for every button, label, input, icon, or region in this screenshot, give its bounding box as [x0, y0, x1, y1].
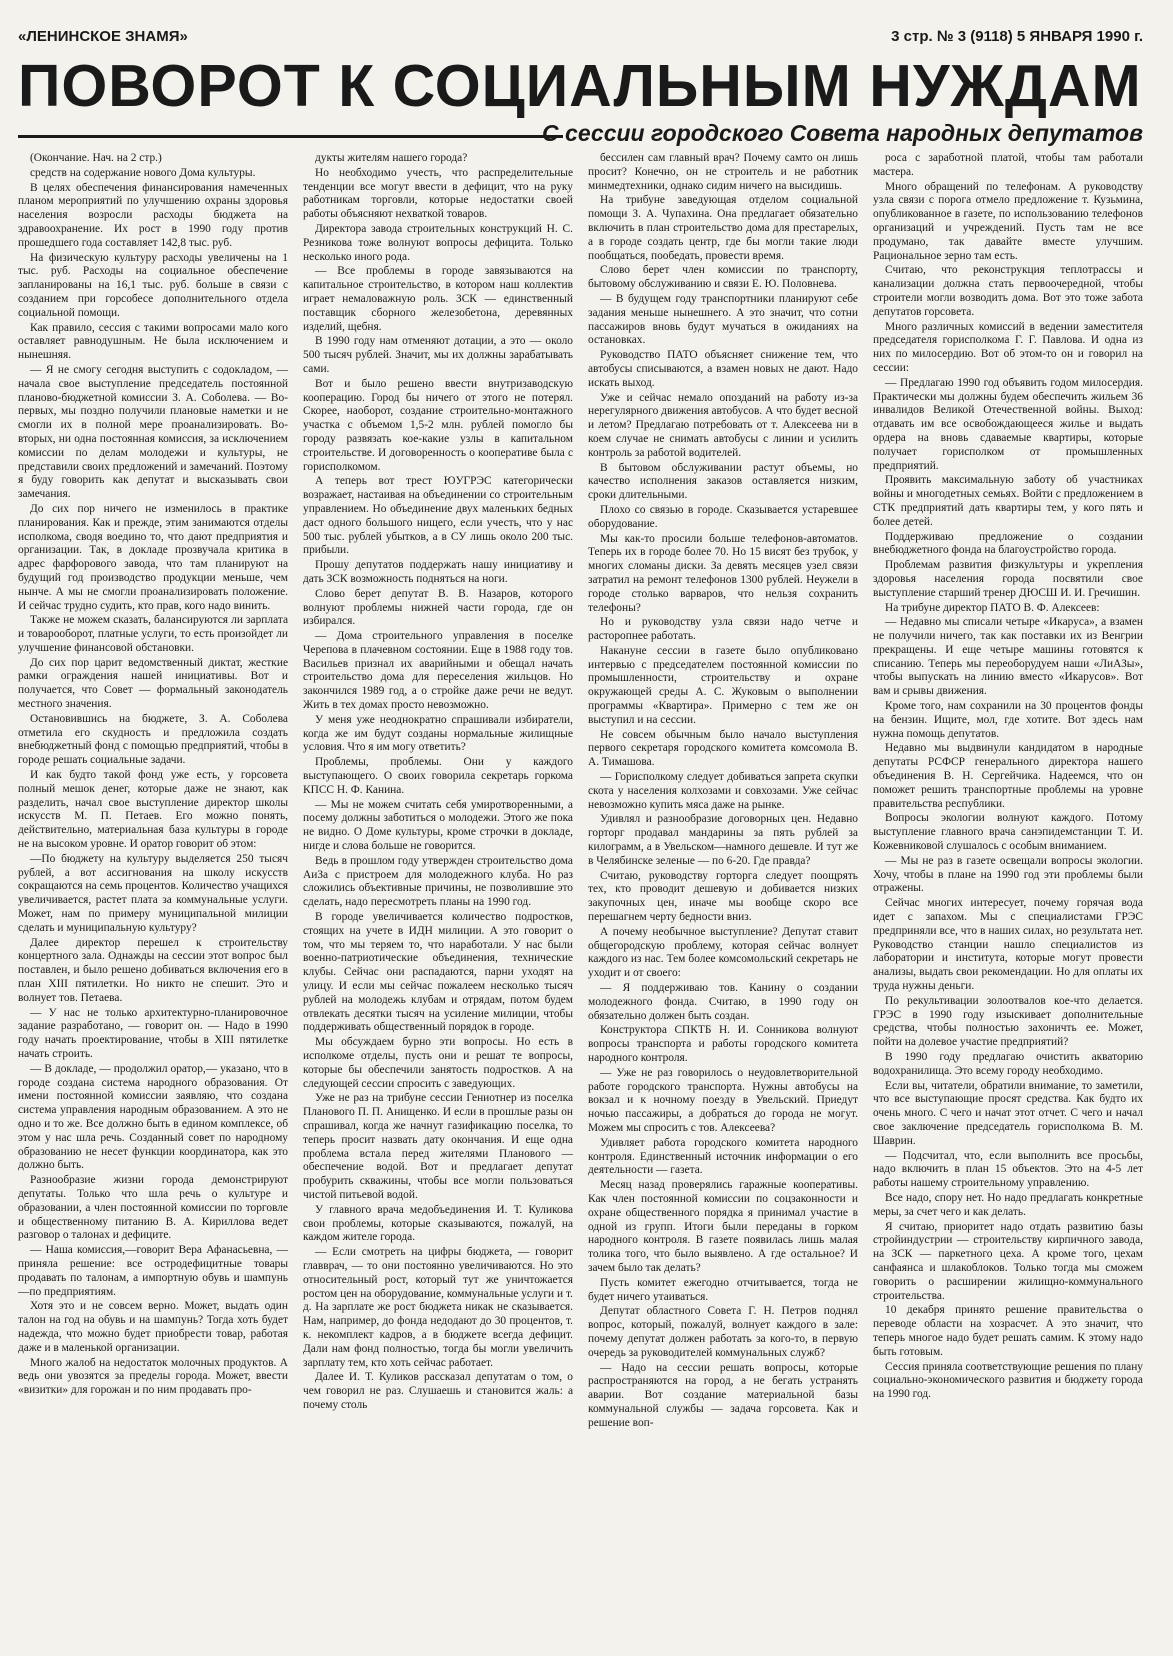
paragraph: На трибуне директор ПАТО В. Ф. Алексеев:	[885, 601, 1100, 614]
paragraph: Проблемам развития физкультуры и укрепления здоровья населения города посвятили свое выступление старший тренер ДЮСШ И. И. Гречишин.	[873, 559, 1143, 599]
paragraph: Я считаю, приоритет надо отдать развитию базы стройиндустрии — строительству кирпичного завода, на ЗСК — паркетного цеха. А кроме того, цехам санфаянса и шлакоблоков. Только тогда мы сможем говорить о расширении жилищно-коммунального строительства.	[873, 1220, 1143, 1302]
paragraph: Пусть комитет ежегодно отчитывается, тогда не будет ничего утаиваться.	[588, 1276, 858, 1303]
paragraph: Ведь в прошлом году утвержден строительство дома АиЗа с пристроем для молодежного клуба. Но раз сложились объективные причины, не позволившие это сделать, надо пересмотреть планы на 1990 год.	[303, 854, 573, 909]
paragraph: Мы обсуждаем бурно эти вопросы. Но есть в исполкоме отделы, пусть они и решат те вопросы, которые бы обеспечили занятость подростков. А на следующей сессии спросить с заведующих.	[303, 1036, 573, 1090]
paragraph: На физическую культуру расходы увеличены на 1 тыс. руб. Расходы на социальное обеспечение запланированы на 16,1 тыс. руб. больше в связи с созданием при горсобесе дополнительного отдела социальной помощи.	[18, 251, 288, 319]
paragraph: — Уже не раз говорилось о неудовлетворительной работе городского транспорта. Нужны автобусы на вокзал и к ночному поезду в Увельский. Приедут ночью пассажиры, а добраться до города не могут. Можем мы спросить с тов. Алексеева?	[588, 1066, 858, 1134]
paragraph: бессилен сам главный врач? Почему самто он лишь просит? Конечно, он не строитель и не работник минмедтехники, однако сидим ничего на высидишь.	[588, 152, 858, 192]
paragraph: Накануне сессии в газете было опубликовано интервью с председателем постоянной комиссии по промышленности, строительству и охране окружающей среды А. С. Жуковым о выполнении программы «Квартира». Примерно с тем же он выступил и на сессии.	[588, 644, 858, 726]
paragraph: — Мы не можем считать себя умиротворенными, а посему должны заботиться о молодежи. Этого же пока не видно. О Доме культуры, кроме строчки в докладе, нигде и слова больше не говорится.	[303, 798, 573, 853]
paragraph: В 1990 году предлагаю очистить акваторию водохранилища. Это всему городу необходимо.	[873, 1051, 1143, 1077]
paragraph: 10 декабря принято решение правительства о переводе области на хозрасчет. А это значит, что теперь многое надо будет решать самим. К этому надо быть готовым.	[873, 1304, 1143, 1358]
paragraph: — Горисполкому следует добиваться запрета скупки скота у населения колхозами и совхозами. Уже сейчас невозможно купить мяса даже на рынке.	[588, 771, 858, 811]
paragraph: Много жалоб на недостаток молочных продуктов. А ведь они увозятся за пределы города. Может, ввести «визитки» для горожан и по ним продавать про-	[18, 1356, 288, 1397]
paragraph: средств на содержание нового Дома культуры.	[30, 166, 256, 179]
paragraph: Остановившись на бюджете, З. А. Соболева отметила его скудность и предложила создать внебюджетный фонд с помощью предприятий, чтобы в городе решать социальные задачи.	[18, 712, 288, 767]
paragraph: Уже не раз на трибуне сессии Гениотнер из поселка Планового П. П. Анищенко. И если в прошлые разы он спрашивал, когда же начнут газификацию поселка, то теперь просит назвать дату окончания. И еще одна проблема встала перед жителями Планового — обеспечение водой. Вот и предлагает депутат пробурить скважины, чтобы все могли пользоваться чистой питьевой водой.	[303, 1092, 573, 1201]
paragraph: У меня уже неоднократно спрашивали избиратели, когда же им будут созданы нормальные жилищные условия. Что я им могу ответить?	[303, 713, 573, 754]
paragraph: —По бюджету на культуру выделяется 250 тысяч рублей, а вот ассигнования на школу искусств сокращаются на семь процентов. Количество учащихся увеличивается, растет плата за коммунальные услуги. Может, нам по примеру муниципальной милиции сделать и муниципальную культуру?	[18, 852, 288, 934]
paragraph: дукты жителям нашего города?	[315, 152, 468, 164]
article-headline: ПОВОРОТ К СОЦИАЛЬНЫМ НУЖДАМ	[18, 53, 1142, 119]
paragraph: — Я не смогу сегодня выступить с содокладом, — начала свое выступление председатель постоянной планово-бюджетной комиссии З. А. Соболева. — Во-первых, мы поздно получили плановые наметки и не смогли их в полной мере проанализировать. Во-вторых, ни одна постоянная комиссия, за исключением комиссии по делам молодежи и культуры, не представили своих предложений и замечаний. Поэтому я буду говорить как депутат и высказывать свои замечания.	[18, 363, 288, 501]
paragraph: — Дома строительного управления в поселке Черепова в плачевном состоянии. Еще в 1988 году тов. Васильев признал их аварийными и обещал начать строительство дома для переселения жильцов. Но закончился 1989 год, а о стройке даже речи не ведут. Жить в тех домах просто невозможно.	[303, 630, 573, 712]
text-column-4	[873, 152, 1143, 1646]
paragraph: Плохо со связью в городе. Сказывается устаревшее оборудование.	[588, 503, 858, 530]
paragraph: В бытовом обслуживании растут объемы, но качество исполнения заказов оставляется низким, сроки длительными.	[588, 461, 858, 502]
paragraph: Далее директор перешел к строительству концертного зала. Однажды на сессии этот вопрос был поставлен, и было решено добиваться включения его в план XIII пятилетки. Но никто не спешит. Это и волнует тов. Петаева.	[18, 936, 288, 1004]
paragraph: Депутат областного Совета Г. Н. Петров поднял вопрос, который, пожалуй, волнует каждого в зале: почему депутат должен работать за кого-то, в первую очередь за руководителей коммунальных служб?	[588, 1305, 858, 1359]
issue-info: 3 стр. № 3 (9118) 5 ЯНВАРЯ 1990 г.	[891, 28, 1143, 45]
paragraph: Но и руководству узла связи надо четче и расторопнее работать.	[588, 616, 858, 643]
subheadline-rule	[18, 135, 563, 138]
paragraph: — Все проблемы в городе завязываются на капитальное строительство, в котором наш коллектив играет немаловажную роль. ЗСК — единственный поставщик сборного железобетона, деревянных изделий, щебня.	[303, 265, 573, 333]
paragraph: Как правило, сессия с такими вопросами мало кого оставляет равнодушным. Не была исключением и нынешняя.	[18, 321, 288, 362]
paragraph: У главного врача медобъединения И. Т. Куликова свои проблемы, которые сказываются, пожалуй, на каждом жителе города.	[303, 1203, 573, 1244]
paragraph: — Если смотреть на цифры бюджета, — говорит главврач, — то они постоянно увеличиваются. Но это относительный рост, который тут же уничтожается ростом цен на оборудование, коммунальные услуги и т. д. На зарплате же рост бюджета никак не сказывается. Нам, например, до фонда недодают до 30 процентов, т. к. некомплект кадров, а в бюджете всегда дефицит. Дали нам фонд полностью, тогда бы могли увеличить зарплату тем, кто хоть сейчас работает.	[303, 1246, 573, 1369]
paragraph: — У нас не только архитектурно-планировочное задание разработано, — говорит он. — Надо в 1990 году начать проектирование, чтобы в XIII пятилетке начать строить.	[18, 1006, 288, 1060]
paragraph: А почему необычное выступление? Депутат ставит общегородскую проблему, которая сейчас волнует каждого из нас. Тем более комсомольский секретарь не уходит и от своего:	[588, 925, 858, 980]
article-subheadline: С сессии городского Совета народных депутатов	[542, 120, 1143, 146]
paragraph: (Окончание. Нач. на 2 стр.)	[30, 152, 162, 164]
paragraph: На трибуне заведующая отделом социальной помощи З. А. Чупахина. Она предлагает обязательно включить в план строительство дома для престарелых, а в городе создать центр, где бы могли такие люди пообщаться, пообедать, провести время.	[588, 194, 858, 262]
paragraph: По рекультивации золоотвалов кое-что делается. ГРЭС в 1990 году изыскивает дополнительные средства, чтобы полностью захоничть ее. Может, пойти на долевое участие предприятий?	[873, 994, 1143, 1049]
paragraph: — В докладе, — продолжил оратор,— указано, что в городе создана система народного образования. От имени постоянной комиссии заявляю, что создана система управления народным образованием. А это не одно и то же. Все должно быть в едином комплексе, об этом у нас шла речь. Созданный совет по народному образованию не несет функции координатора, как это должно быть.	[18, 1062, 288, 1172]
paragraph: Далее И. Т. Куликов рассказал депутатам о том, о чем говорил не раз. Слушаешь и становится жаль: а почему столь	[303, 1371, 573, 1411]
paragraph: Слово берет депутат В. В. Назаров, которого волнуют проблемы нижней части города, где он избирался.	[303, 587, 573, 628]
paragraph: Директора завода строительных конструкций Н. С. Резникова тоже волнуют вопросы дефицита. Только несколько иного рода.	[303, 222, 573, 263]
paragraph: Слово берет член комиссии по транспорту, бытовому обслуживанию и связи Е. Ю. Половнева.	[588, 264, 858, 291]
masthead	[18, 22, 1143, 46]
text-column-1	[18, 152, 288, 1646]
paragraph: Прошу депутатов поддержать нашу инициативу и дать ЗСК возможность подняться на ноги.	[303, 559, 573, 585]
paragraph: Но необходимо учесть, что распределительные тенденции все могут ввести в дефицит, что на руку работникам торговли, которые недостатки своей работы объясняют нехваткой товаров.	[303, 166, 573, 221]
paragraph: роса с заработной платой, чтобы там работали мастера.	[873, 152, 1143, 178]
paragraph: Проблемы, проблемы. Они у каждого выступающего. О своих говорила секретарь горкома КПСС Н. Ф. Канина.	[303, 756, 573, 796]
paragraph: Все надо, спору нет. Но надо предлагать конкретные меры, за счет чего и как делать.	[873, 1191, 1143, 1218]
text-column-2	[303, 152, 573, 1646]
paragraph: Недавно мы выдвинули кандидатом в народные депутаты РСФСР генерального директора нашего объединения В. Н. Сергейчика. Надеемся, что он поможет решить транспортные проблемы на уровне правительства республики.	[873, 742, 1143, 810]
paragraph: — Надо на сессии решать вопросы, которые распространяются на город, а не бегать устранять аварии. Вот создание материальной базы коммунальной службы — задача горсовета. Как и решение воп-	[588, 1361, 858, 1429]
paragraph: Также не можем сказать, балансируются ли зарплата и товарооборот, платные услуги, то есть произойдет ли улучшение финансовой обстановки.	[18, 614, 288, 654]
paragraph: Кроме того, нам сохранили на 30 процентов фонды на бензин. Ищите, мол, где хотите. Вот здесь нам нужна помощь депутатов.	[873, 700, 1143, 740]
paragraph: — Я поддерживаю тов. Канину о создании молодежного фонда. Считаю, в 1990 году он обязательно должен быть создан.	[588, 982, 858, 1022]
paragraph: Уже и сейчас немало опозданий на работу из-за нерегулярного движения автобусов. А что будет весной и летом? Предлагаю потребовать от т. Алексеева ни в коем случае не снимать автобусы с линии и усилить контроль за работой водителей.	[588, 391, 858, 459]
newspaper-name: «ЛЕНИНСКОЕ ЗНАМЯ»	[18, 28, 188, 45]
paragraph: Мы как-то просили больше телефонов-автоматов. Теперь их в городе более 70. Но 15 висят без трубок, у многих сломаны диски. За девять месяцев узел связи затратил на ремонт телефонов 1300 рублей. Неужели в городе столько варваров, что нельзя сохранить телефоны?	[588, 532, 858, 614]
paragraph: — Мы не раз в газете освещали вопросы экологии. Хочу, чтобы в плане на 1990 год эти проблемы были отражены.	[873, 854, 1143, 895]
paragraph: До сих пор царит ведомственный диктат, жесткие рамки ограждения нашей инициативы. Вот и получается, что Совет — формальный законодатель местного значения.	[18, 656, 288, 711]
paragraph: Считаю, руководству горторга следует поощрять тех, кто проводит дешевую и добивается низких закупочных цен, иначе мы вообще скоро все перешагнем черту бедности вниз.	[588, 869, 858, 924]
paragraph: В 1990 году нам отменяют дотации, а это — около 500 тысяч рублей. Значит, мы их должны зарабатывать сами.	[303, 335, 573, 375]
paragraph: Разнообразие жизни города демонстрируют депутаты. Только что шла речь о культуре и образовании, а член постоянной комиссии по торговле и общественному питанию В. А. Кириллова ведет разговор о талонах и дефиците.	[18, 1174, 288, 1242]
paragraph: До сих пор ничего не изменилось в практике планирования. Как и прежде, этим занимаются отделы исполкома, сводя воедино то, что дают предприятия и организации. Так, в докладе прозвучала критика в адрес фарфорового завода, что там планируют на будущий год производство продукции меньше, чем нынче. А мы не смогли проанализировать положение. И сейчас трудно судить, кто прав, кого надо винить.	[18, 502, 288, 612]
paragraph: — Предлагаю 1990 год объявить годом милосердия. Практически мы должны будем обеспечить жильем 36 инвалидов Великой Отечественной войны. Выход: отдавать им все освобождающееся жилье и выдать ордера на вновь сдаваемые квартиры, которые получает горисполком от промышленных предприятий.	[873, 376, 1143, 472]
paragraph: Сессия приняла соответствующие решения по плану социально-экономического развития и бюджету города на 1990 год.	[873, 1360, 1143, 1401]
paragraph: Считаю, что реконструкция теплотрассы и канализации должна стать первоочередной, чтобы строители могли возводить дома. Вот это тоже забота депутатов горсовета.	[873, 264, 1143, 318]
paragraph: Много обращений по телефонам. А руководству узла связи с порога отмело предложение т. Кузьмина, опубликованное в газете, по использованию телефонов организаций и учреждений. Пусть там не все продумано, так давайте вместе улучшим. Рациональное зерно там есть.	[873, 180, 1143, 262]
paragraph: И как будто такой фонд уже есть, у горсовета полный мешок денег, которые даже не знают, как разделить, начал свое выступление директор школы искусств М. П. Петаев. Его можно понять, действительно, материальная база культуры в городе не на высоком уровне. И оратор говорит об этом:	[18, 769, 288, 851]
text-column-3	[588, 152, 858, 1646]
paragraph: Проявить максимальную заботу об участниках войны и многодетных семьях. Войти с предложением в СТК предприятий дать квартиры тем, у кого пять и более детей.	[873, 474, 1143, 528]
paragraph: Вот и было решено ввести внутризаводскую кооперацию. Город бы ничего от этого не потерял. Скорее, наоборот, создание строительно-монтажного участка с объемом 1,5-2 млн. рублей помогло бы городу развязать кое-какие узлы в капитальном строительстве. И договоренность о кооперативе была с горисполкомом.	[303, 377, 573, 473]
paragraph: Если вы, читатели, обратили внимание, то заметили, что все выступающие просят средства. Как будто их очень много. С чего и начат этот отчет. С чего и начал свое заключение председатель горисполкома В. М. Шаврин.	[873, 1079, 1143, 1147]
paragraph: Хотя это и не совсем верно. Может, выдать один талон на год на обувь и на шампунь? Тогда хоть будет надежда, что можно будет приобрести товар, работая даже и в маленькой организации.	[18, 1300, 288, 1354]
paragraph: Сейчас многих интересует, почему горячая вода идет с запахом. Мы с специалистами ГРЭС предприняли все, что в наших силах, но результата нет. Руководство станции нашло специалистов из лаборатории и института, которые могут провести анализы, выдать свои рекомендации. Но для оплаты их труда нужны деньги.	[873, 897, 1143, 993]
paragraph: Не совсем обычным было начало выступления первого секретаря городского комитета комсомола В. А. Тимашова.	[588, 728, 858, 769]
paragraph: — Недавно мы списали четыре «Икаруса», а взамен не получили ничего, так как поставки их из Венгрии прекращены. И еще четыре машины готовятся к списанию. Теперь мы переоборудуем наши «ЛиАЗы», чтобы выпускать на линию вместо «Икарусов». Вот вам и срывы движения.	[873, 616, 1143, 698]
paragraph: — В будущем году транспортники планируют себе задания меньше нынешнего. А это значит, что сотни пассажиров вновь будут мучаться в ожиданиях на остановках.	[588, 292, 858, 347]
paragraph: — Подсчитал, что, если выполнить все просьбы, надо включить в план 15 объектов. Это на 4-5 лет работы нашему строительному управлению.	[873, 1149, 1143, 1190]
article-body	[18, 152, 1143, 1646]
paragraph: А теперь вот трест ЮУГРЭС категорически возражает, настаивая на объединении со строительным управлением. Но объединение двух маленьких бедных даст одного большого нищего, если учесть, что у нас 500 тыс. рублей убытков, а в СУ лишь около 200 тыс. прибыли.	[303, 475, 573, 557]
paragraph: Месяц назад проверялись гаражные кооперативы. Как член постоянной комиссии по соцзаконности и охране общественного порядка я принимал участие в одной из групп. Итоги были переданы в горком народного контроля. В газете появилась лишь малая толика того, что было выявлено. А где остальное? И зачем было так делать?	[588, 1179, 858, 1274]
paragraph: Поддерживаю предложение о создании внебюджетного фонда на благоустройство города.	[873, 530, 1143, 557]
paragraph: Много различных комиссий в ведении заместителя председателя горисполкома Г. Г. Павлова. И одна из них по милосердию. Вот об этом-то он и говорил на сессии:	[873, 320, 1143, 374]
paragraph: Конструктора СПКТБ Н. И. Сонникова волнуют вопросы транспорта и работы городского комитета народного контроля.	[588, 1024, 858, 1064]
paragraph: В целях обеспечения финансирования намеченных планом мероприятий по улучшению охраны здоровья населения возросли расходы бюджета на здравоохранение. Их рост в 1990 году против прошедшего года составляет 142,8 тыс. руб.	[18, 181, 288, 249]
paragraph: Удивлял и разнообразие договорных цен. Недавно горторг продавал мандарины за пять рублей за килограмм, а в Увельском—намного дешевле. И тут же в Челябинске зеленые — по 6-20. Где правда?	[588, 813, 858, 867]
paragraph: — Наша комиссия,—говорит Вера Афанасьевна, — приняла решение: все остродефицитные товары продавать по талонам, а импортную обувь и шампунь —по предприятиям.	[18, 1244, 288, 1298]
subheadline-row	[18, 118, 1143, 152]
paragraph: В городе увеличивается количество подростков, стоящих на учете в ИДН милиции. А это говорит о том, что мы теряем то, что наработали. У нас были военно-патриотические объединения, технические клубы. Сейчас они распадаются, парни уходят на улицу. И если мы сейчас пожалеем несколько тысяч рублей на молодежь клубам и отрядам, потом будем отвлекать десятки тысяч на усиление милиции, чтобы поддерживать общественный порядок в городе.	[303, 911, 573, 1034]
paragraph: Вопросы экологии волнуют каждого. Потому выступление главного врача санэпидемстанции Т. И. Кожевниковой слушалось с особым вниманием.	[873, 812, 1143, 853]
paragraph: Руководство ПАТО объясняет снижение тем, что автобусы списываются, а взамен новых не дают. Надо искать выход.	[588, 349, 858, 389]
paragraph: Удивляет работа городского комитета народного контроля. Единственный источник информации о его деятельности — газета.	[588, 1136, 858, 1177]
